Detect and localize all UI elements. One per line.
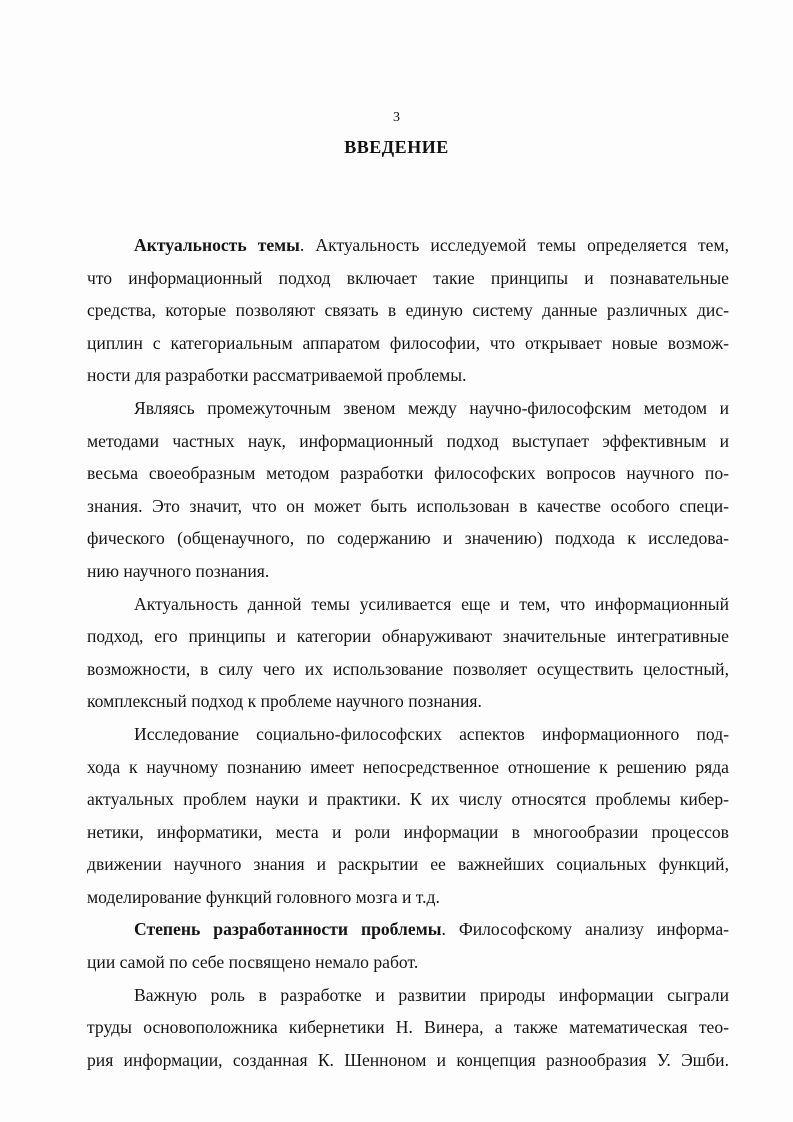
text-line: Актуальность данной темы усиливается еще и тем, что информационный — [134, 593, 729, 614]
text-line: комплексный подход к проблеме научного познания. — [87, 691, 482, 712]
text-line: циплин с категориальным аппаратом философии, что открывает новые возмож- — [87, 332, 729, 353]
text-line: средства, которые позволяют связать в единую систему данные различных дис- — [87, 300, 729, 321]
paragraph-research — [87, 718, 729, 914]
section-title: ВВЕДЕНИЕ — [344, 137, 449, 157]
paragraph-integrative — [87, 588, 729, 718]
text-line: движении научного знания и раскрытии ее важнейших социальных функций, — [87, 854, 729, 875]
paragraph-method — [87, 392, 729, 588]
text-line: что информационный подход включает такие принципы и познавательные — [87, 267, 729, 288]
text-line-rest: . Философскому анализу информа- — [441, 919, 729, 940]
text-line-rest: . Актуальность исследуемой темы определяется тем, — [299, 235, 730, 255]
text-line: возможности, в силу чего их использование позволяет осуществить целостный, — [87, 658, 729, 679]
text-line: нетики, информатики, места и роли информации в многообразии процессов — [87, 821, 729, 842]
text-line: хода к научному познанию имеет непосредственное отношение к решению ряда — [87, 756, 729, 777]
text-line: Исследование социально-философских аспектов информационного под- — [134, 723, 729, 744]
text-line: труды основоположника кибернетики Н. Винера, а также математическая тео- — [87, 1017, 729, 1038]
paragraph-development-degree — [87, 913, 729, 978]
text-line: Важную роль в разработке и развитии природы информации сыграли — [134, 984, 729, 1005]
text-line: фического (общенаучного, по содержанию и значению) подхода к исследова- — [87, 528, 729, 549]
paragraph-wiener — [87, 979, 729, 1077]
text-line: Являясь промежуточным звеном между научно-философским методом и — [134, 397, 729, 418]
heading-development-degree: Степень разработанности проблемы — [134, 919, 442, 940]
text-line: моделирование функций головного мозга и т.д. — [87, 886, 440, 907]
text-line: ции самой по себе посвящено немало работ. — [87, 952, 419, 973]
body-text — [87, 229, 729, 1076]
text-line: нию научного познания. — [87, 560, 270, 581]
text-line — [87, 229, 729, 262]
text-line: методами частных наук, информационный подход выступает эффективным и — [87, 430, 729, 451]
text-line: подход, его принципы и категории обнаруживают значительные интегративные — [87, 626, 729, 647]
text-line: рия информации, созданная К. Шенноном и концепция разнообразия У. Эшби. — [87, 1049, 729, 1070]
text-line: весьма своеобразным методом разработки философских вопросов научного по- — [87, 463, 729, 484]
paragraph-relevance — [87, 229, 729, 392]
text-line: ности для разработки рассматриваемой проблемы. — [87, 365, 467, 386]
text-line: знания. Это значит, что он может быть использован в качестве особого специ- — [87, 495, 729, 516]
page-number: 3 — [393, 110, 400, 125]
text-line — [87, 913, 729, 946]
heading-relevance: Актуальность темы — [134, 235, 300, 255]
text-line: актуальных проблем науки и практики. К их числу относятся проблемы кибер- — [87, 789, 729, 810]
